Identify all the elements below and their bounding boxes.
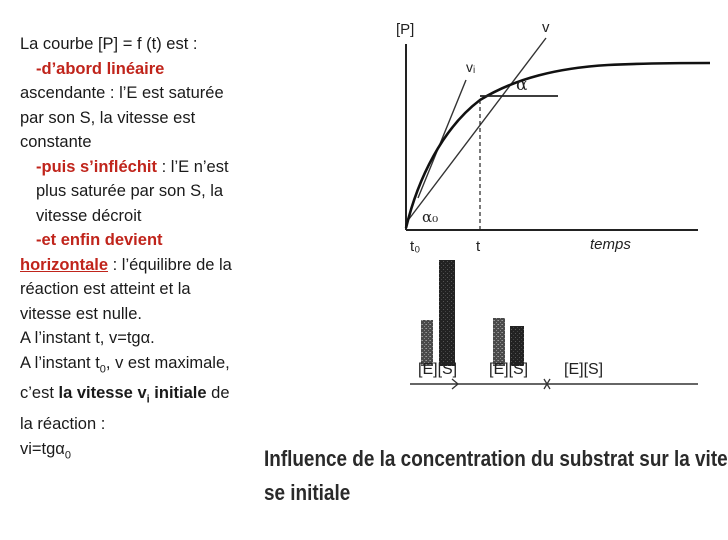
alpha0-label: α₀ bbox=[422, 208, 439, 226]
vi-symbol: v bbox=[137, 384, 147, 403]
bar-s-1 bbox=[439, 260, 455, 366]
bar-e-1 bbox=[421, 320, 433, 366]
kinetics-diagram bbox=[258, 8, 720, 448]
phase-plateau-title: -et enfin devient bbox=[36, 231, 163, 249]
formula-line bbox=[20, 437, 245, 468]
instant-t0-prefix: A l’instant t bbox=[20, 353, 100, 372]
formula-text: vi=tgα bbox=[20, 439, 65, 458]
phase-plateau-line bbox=[20, 253, 245, 327]
bar-group-2-label: [E][S] bbox=[489, 361, 529, 378]
phase-linear-title: -d’abord linéaire bbox=[36, 59, 165, 78]
tangent-vi bbox=[418, 80, 466, 198]
instant-t0-line bbox=[20, 351, 245, 437]
formula-subscript: 0 bbox=[64, 448, 71, 461]
bar-group-1 bbox=[421, 260, 455, 366]
y-axis-label: [P] bbox=[396, 21, 415, 38]
tangent-v bbox=[406, 38, 546, 223]
phase-linear bbox=[20, 57, 245, 82]
t0-label: t₀ bbox=[410, 238, 421, 255]
t-label: t bbox=[476, 238, 481, 255]
phase-inflection-title: -puis s’infléchit bbox=[36, 157, 158, 176]
figure-caption bbox=[264, 442, 728, 510]
bar-group-2 bbox=[493, 318, 524, 366]
bar-e-2 bbox=[493, 318, 505, 366]
tangent-vi-label: vᵢ bbox=[466, 59, 476, 75]
vi-bold-suffix: initiale bbox=[154, 384, 207, 403]
caption-line-1: Influence de la concentration du substrat sur la vite bbox=[264, 446, 728, 471]
phase-plateau-keyword: horizontale bbox=[20, 255, 109, 274]
x-axis-label: temps bbox=[590, 236, 631, 253]
instant-t-line: A l’instant t, v=tgα. bbox=[20, 329, 155, 347]
bar-group-3-label: [E][S] bbox=[564, 361, 604, 378]
vi-bold-prefix: la vitesse bbox=[58, 384, 133, 403]
t0-subscript: 0 bbox=[99, 362, 106, 375]
phase-plateau-text: : l’équilibre de la réaction est atteint et la vitesse est nulle. bbox=[20, 255, 232, 323]
bar-group-1-label: [E][S] bbox=[418, 361, 458, 378]
phase-inflection-text: : l’E n’est plus saturée par son S, la vitesse décroit bbox=[36, 157, 229, 225]
tangent-v-label: v bbox=[542, 19, 550, 36]
caption-line-2: se initiale bbox=[264, 480, 351, 505]
phase-plateau bbox=[20, 228, 245, 253]
alpha-label: α bbox=[516, 75, 528, 95]
bar-s-2 bbox=[510, 326, 524, 366]
instant-t0-text: , v est maximale, c’est bbox=[20, 353, 230, 403]
product-curve bbox=[406, 63, 710, 228]
instant-t0-suffix: de la réaction : bbox=[20, 384, 230, 434]
phase-inflection bbox=[20, 155, 245, 229]
phase-linear-text: ascendante : l’E est saturée par son S, la vitesse est constante bbox=[20, 84, 224, 151]
vi-subscript: i bbox=[146, 393, 150, 406]
explanation-text bbox=[20, 32, 245, 467]
intro-line: La courbe [P] = f (t) est : bbox=[20, 35, 198, 53]
